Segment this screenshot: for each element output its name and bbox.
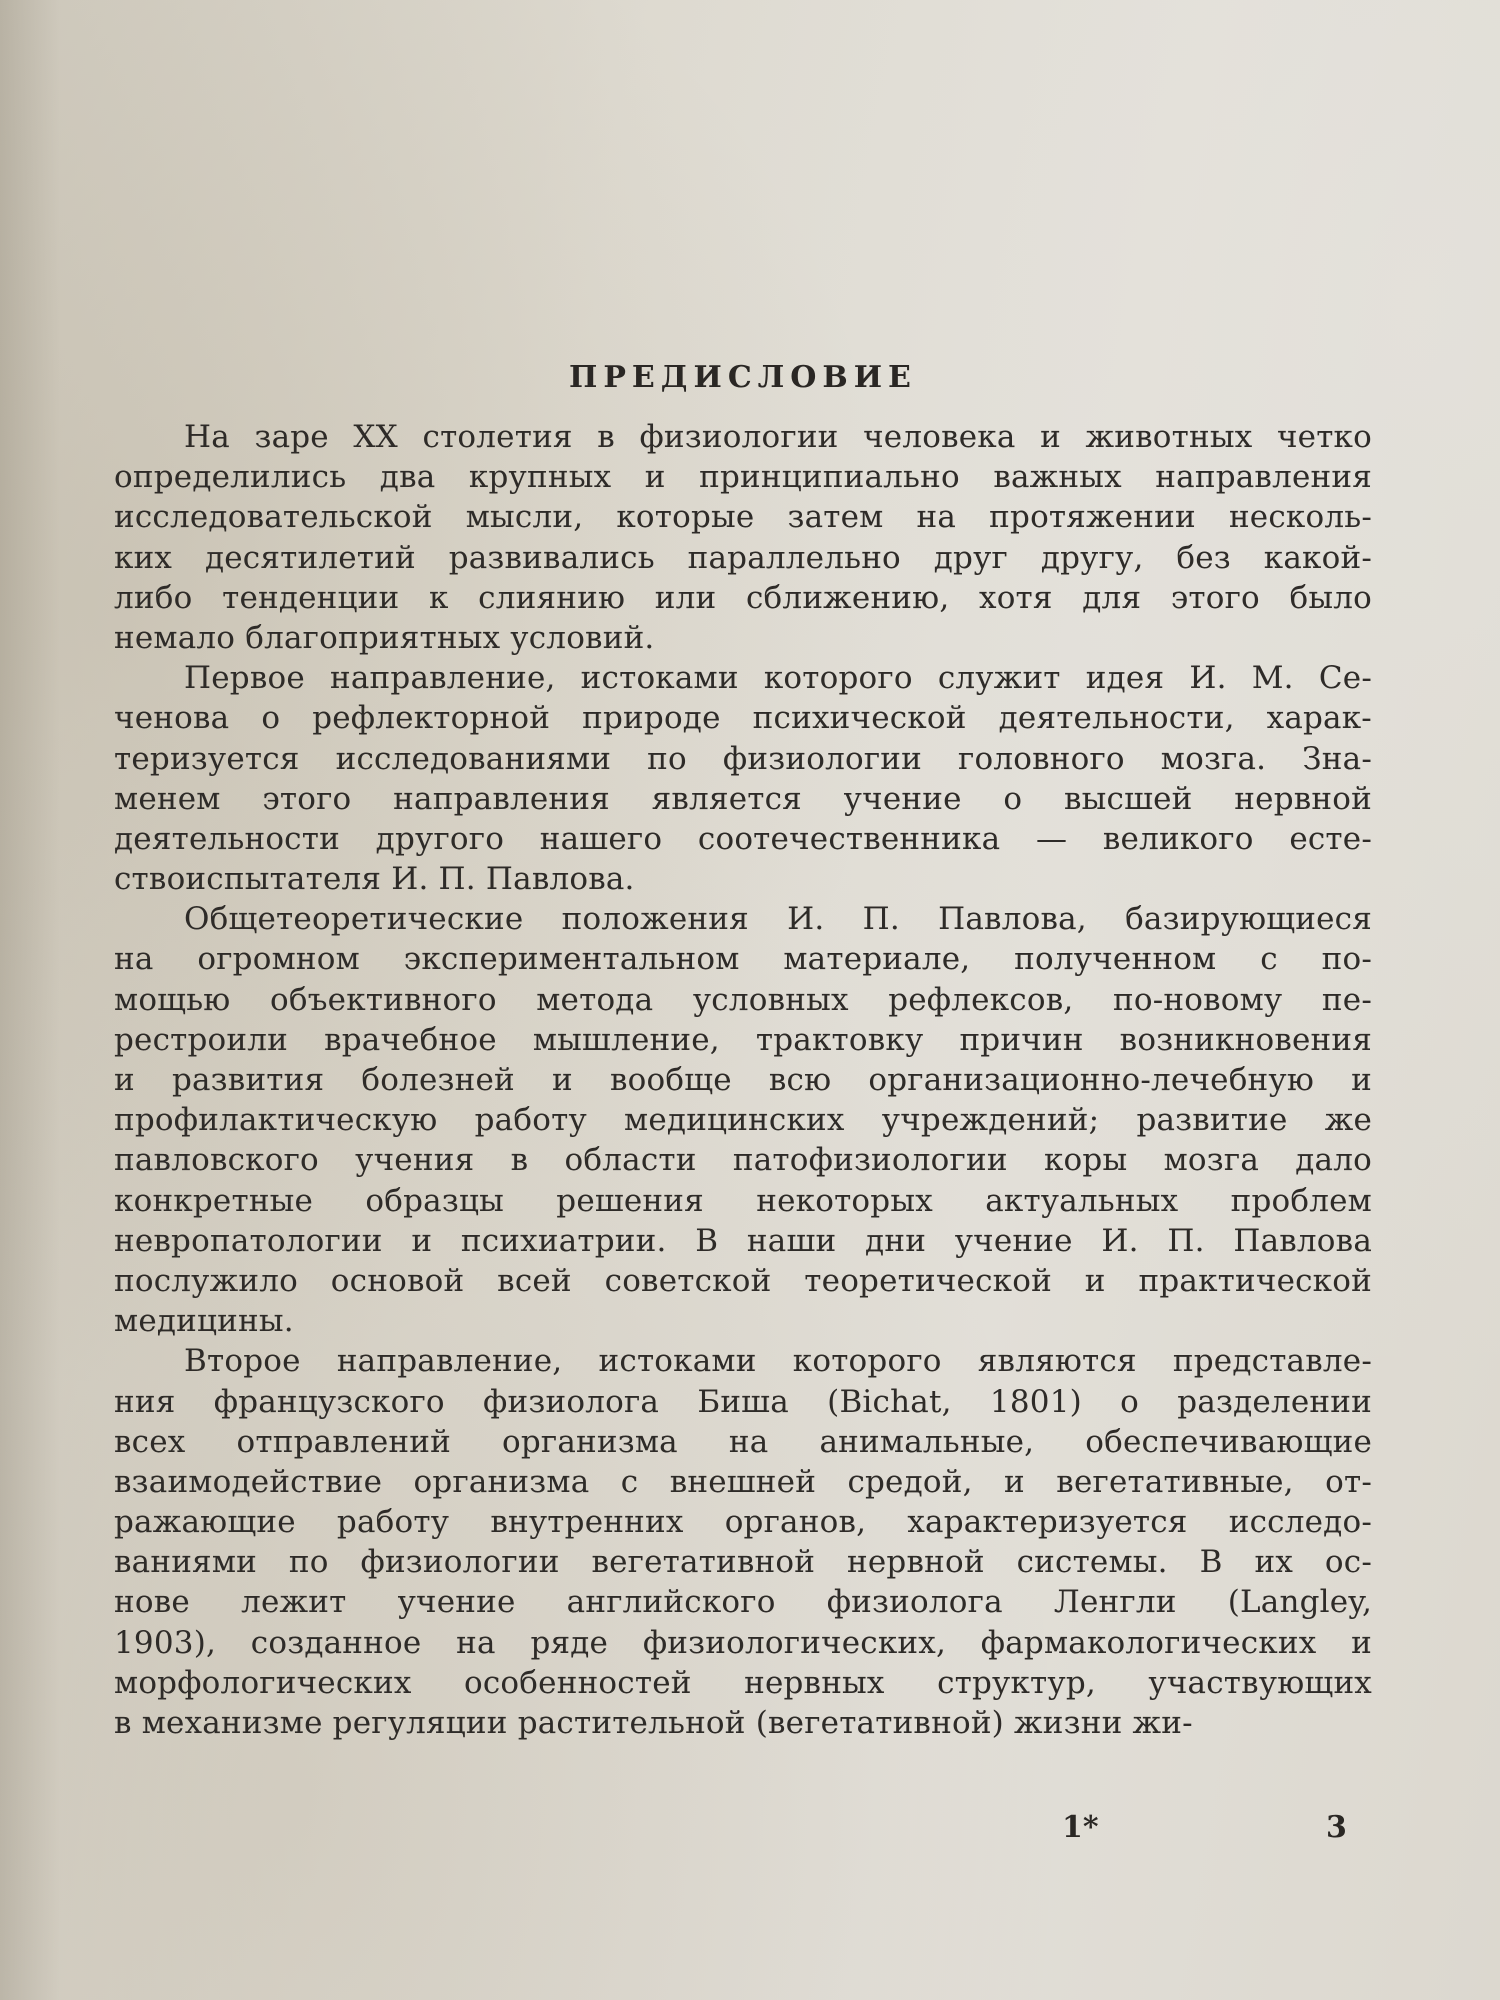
text-line: павловского учения в области патофизиологии коры мозга дало	[114, 1142, 1372, 1179]
text-line: деятельности другого нашего соотечественника — великого есте-	[114, 820, 1372, 857]
text-line: ражающие работу внутренних органов, характеризуется исследо-	[114, 1504, 1372, 1541]
text-line: менем этого направления является учение о высшей нервной	[114, 780, 1372, 817]
text-line: и развития болезней и вообще всю организационно-лечебную и	[114, 1062, 1372, 1098]
text-line: либо тенденции к слиянию или сближению, хотя для этого было	[114, 579, 1372, 616]
text-line: невропатологии и психиатрии. В наши дни учение И. П. Павлова	[114, 1222, 1372, 1259]
text-line: на огромном экспериментальном материале, полученном с по-	[114, 941, 1372, 978]
text-line: 1903), созданное на ряде физиологических, фармакологических и	[114, 1624, 1372, 1661]
text-line: Общетеоретические положения И. П. Павлова, базирующиеся	[184, 901, 1372, 938]
text-line: определились два крупных и принципиально важных направления	[114, 459, 1372, 496]
text-block	[114, 360, 1372, 1743]
paragraph	[114, 1341, 1372, 1743]
text-line: медицины.	[114, 1303, 294, 1340]
text-line: теризуется исследованиями по физиологии головного мозга. Зна-	[114, 740, 1372, 777]
text-line: ваниями по физиологии вегетативной нервной системы. В их ос-	[114, 1544, 1372, 1581]
text-line: Первое направление, истоками которого служит идея И. М. Се-	[184, 660, 1372, 697]
text-line: рестроили врачебное мышление, трактовку причин возникновения	[114, 1021, 1372, 1058]
text-line: нове лежит учение английского физиолога Ленгли (Langley,	[114, 1584, 1372, 1621]
text-line: ствоиспытателя И. П. Павлова.	[114, 861, 635, 898]
text-line: взаимодействие организма с внешней средой, и вегетативные, от-	[114, 1463, 1372, 1500]
text-line: послужило основой всей советской теоретической и практической	[114, 1262, 1372, 1299]
text-line: конкретные образцы решения некоторых актуальных проблем	[114, 1182, 1372, 1219]
text-line: мощью объективного метода условных рефлексов, по-новому пе-	[114, 981, 1372, 1018]
page-number: 3	[1326, 1810, 1347, 1845]
text-line: На заре XX столетия в физиологии человека и животных четко	[184, 419, 1372, 455]
text-line: немало благоприятных условий.	[114, 619, 655, 656]
signature-mark: 1*	[1062, 1810, 1099, 1845]
text-line: в механизме регуляции растительной (вегетативной) жизни жи-	[114, 1705, 1193, 1741]
text-line: всех отправлений организма на анимальные, обеспечивающие	[114, 1423, 1372, 1460]
paragraphs	[114, 417, 1372, 1743]
page-footer	[0, 1810, 1500, 1860]
paragraph	[114, 417, 1372, 658]
chapter-heading: ПРЕДИСЛОВИЕ	[569, 360, 917, 395]
text-line: Второе направление, истоками которого являются представле-	[184, 1343, 1372, 1380]
text-line: ких десятилетий развивались параллельно друг другу, без какой-	[114, 539, 1372, 576]
text-line: морфологических особенностей нервных структур, участвующих	[114, 1664, 1372, 1701]
paragraph	[114, 658, 1372, 899]
text-line: профилактическую работу медицинских учреждений; развитие же	[114, 1102, 1372, 1139]
paragraph	[114, 899, 1372, 1341]
text-line: ченова о рефлекторной природе психической деятельности, харак-	[114, 700, 1372, 737]
text-line: ния французского физиолога Биша (Bichat, 1801) о разделении	[114, 1383, 1372, 1420]
text-line: исследовательской мысли, которые затем на протяжении несколь-	[114, 499, 1372, 536]
